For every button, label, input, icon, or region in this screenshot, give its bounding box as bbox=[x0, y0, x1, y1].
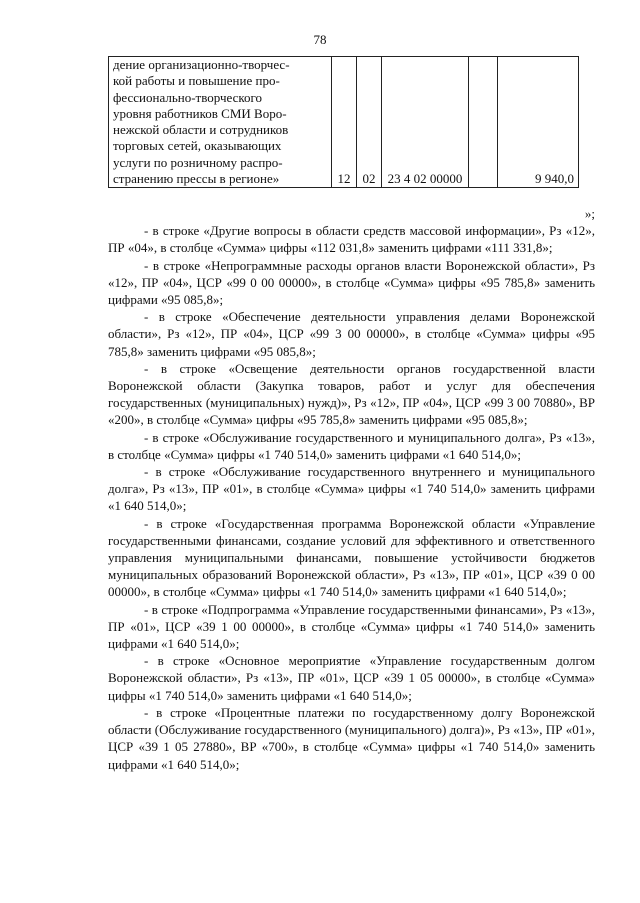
table-cell-vr bbox=[469, 57, 498, 188]
paragraph: - в строке «Освещение деятельности органов государственной власти Воронежской области (Закупка товаров, работ и услуг для обеспечения государственных (муниципальных) нужд)», Рз «12», ПР «04», ЦСР «99 3 00 70880», ВР «200», в столбце «Сумма» цифры «95 785,8» заменить цифрами «95 085,8»; bbox=[108, 360, 595, 428]
table-row bbox=[109, 57, 579, 188]
table-cell-line: странению прессы в регионе» bbox=[113, 171, 280, 187]
table-cell-line: торговых сетей, оказывающих bbox=[113, 138, 282, 154]
table-cell-line: кой работы и повышение про- bbox=[113, 73, 280, 89]
paragraph: - в строке «Обслуживание государственного и муниципального долга», Рз «13», в столбце «Сумма» цифры «1 740 514,0» заменить цифрами «1 640 514,0»; bbox=[108, 429, 595, 462]
paragraph: - в строке «Подпрограмма «Управление государственными финансами», Рз «13», ПР «01», ЦСР «39 1 00 00000», в столбце «Сумма» цифры «1 740 514,0» заменить цифрами «1 640 514,0»; bbox=[108, 601, 595, 652]
table-cell-line: услуги по розничному распро- bbox=[113, 154, 283, 170]
table-cell-pr: 02 bbox=[357, 57, 382, 188]
table-cell-csr: 23 4 02 00000 bbox=[382, 57, 469, 188]
table-cell-name bbox=[109, 57, 332, 188]
paragraph: - в строке «Основное мероприятие «Управление государственным долгом Воронежской области», Рз «13», ПР «01», ЦСР «39 1 05 00000», в столбце «Сумма» цифры «1 740 514,0» заменить цифрами «1 640 514,0»; bbox=[108, 653, 595, 703]
table-cell-sum: 9 940,0 bbox=[498, 57, 579, 188]
paragraph: - в строке «Государственная программа Воронежской области «Управление государственными финансами, создание условий для эффективного и ответственного управления муниципальными финансами, повышение устойчивости бюджетов муниципальных образований Воронежской области», Рз «13», ПР «01», ЦСР «39 0 00 00000», в столбце «Сумма» цифры «1 740 514,0» заменить цифрами «1 640 514,0»; bbox=[108, 515, 595, 600]
table-cell-line: фессионально-творческого bbox=[113, 89, 263, 105]
closing-quote: »; bbox=[584, 206, 595, 221]
paragraph: - в строке «Обслуживание государственного внутреннего и муниципального долга», Рз «13», ПР «01», в столбце «Сумма» цифры «1 740 514,0» заменить цифрами «1 640 514,0»; bbox=[108, 464, 595, 514]
paragraph: - в строке «Процентные платежи по государственному долгу Воронежской области (Обслуживание государственного (муниципального) долга)», Рз «13», ПР «01», ЦСР «39 1 05 27880», ВР «700», в столбце «Сумма» цифры «1 740 514,0» заменить цифрами «1 640 514,0»; bbox=[108, 704, 595, 772]
table-cell-rz: 12 bbox=[332, 57, 357, 188]
page-number: 78 bbox=[313, 32, 327, 47]
paragraph: - в строке «Другие вопросы в области средств массовой информации», Рз «12», ПР «04», в столбце «Сумма» цифры «112 031,8» заменить цифрами «111 331,8»; bbox=[108, 223, 595, 256]
paragraph: - в строке «Непрограммные расходы органов власти Воронежской области», Рз «12», ПР «04», ЦСР «99 0 00 00000», в столбце «Сумма» цифры «95 785,8» заменить цифрами «95 085,8»; bbox=[108, 257, 595, 308]
amendments-text bbox=[108, 205, 595, 773]
paragraph: - в строке «Обеспечение деятельности управления делами Воронежской области», Рз «12», ПР «04», ЦСР «99 3 00 00000», в столбце «Сумма» цифры «95 785,8» заменить цифрами «95 085,8»; bbox=[108, 309, 595, 359]
budget-table bbox=[108, 56, 579, 188]
table-cell-line: дение организационно-творчес- bbox=[113, 57, 290, 72]
table-cell-line: уровня работников СМИ Воро- bbox=[113, 105, 287, 121]
table-cell-line: нежской области и сотрудников bbox=[113, 122, 289, 138]
